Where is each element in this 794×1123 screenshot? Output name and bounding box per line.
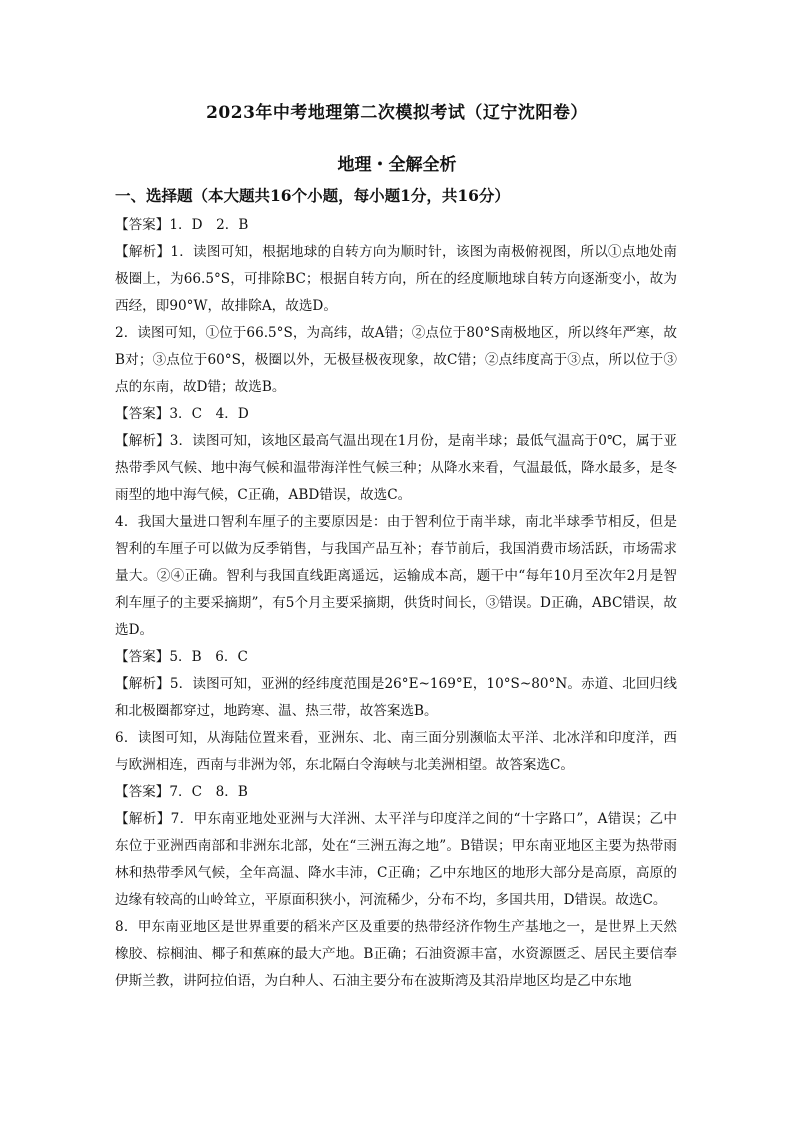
analysis-paragraph: 8．甲东南亚地区是世界重要的稻米产区及重要的热带经济作物生产基地之一，是世界上天然橡胶、棕榈油、椰子和蕉麻的最大产地。B正确；石油资源丰富，水资源匮乏、居民主要信奉伊斯兰教，讲阿拉伯语，为白种人、石油主要分布在波斯湾及其沿岸地区均是乙中东地 — [115, 919, 677, 989]
analysis-paragraph: 2．读图可知，①位于66.5°S，为高纬，故A错；②点位于80°S南极地区，所以终年严寒，故B对；③点位于60°S，极圈以外，无极昼极夜现象，故C错；②点纬度高于③点，所以位于③点的东南，故D错；故选B。 — [115, 325, 677, 395]
answer-line: 【答案】1．D 2．B — [115, 217, 249, 233]
analysis-paragraph: 【解析】5．读图可知，亚洲的经纬度范围是26°E~169°E，10°S~80°N。赤道、北回归线和北极圈都穿过，地跨寒、温、热三带，故答案选B。 — [115, 676, 677, 719]
analysis-paragraph: 4．我国大量进口智利车厘子的主要原因是：由于智利位于南半球，南北半球季节相反，但是智利的车厘子可以做为反季销售，与我国产品互补；春节前后，我国消费市场活跃，市场需求量大。②④正确。智利与我国直线距离遥远，运输成本高，题干中“每年10月至次年2月是智利车厘子的主要采摘期”，有5个月主要采摘期，供货时间长，③错误。D正确，ABC错误，故选D。 — [115, 514, 677, 638]
answer-line: 【答案】3．C 4．D — [115, 406, 249, 422]
document-title: 2023年中考地理第二次模拟考试（辽宁沈阳卷） — [206, 103, 588, 123]
answer-line: 【答案】5．B 6．C — [115, 649, 248, 665]
section-heading: 一、选择题（本大题共16个小题，每小题1分，共16分） — [115, 186, 510, 205]
analysis-paragraph: 【解析】1．读图可知，根据地球的自转方向为顺时针，该图为南极俯视图，所以①点地处南极圈上，为66.5°S，可排除BC；根据自转方向，所在的经度顺地球自转方向逐渐变小，故为西经，即90°W，故排除A，故选D。 — [115, 244, 677, 314]
answer-line: 【答案】7．C 8．B — [115, 784, 248, 800]
analysis-paragraph: 6．读图可知，从海陆位置来看，亚洲东、北、南三面分别濒临太平洋、北冰洋和印度洋，西与欧洲相连，西南与非洲为邻，东北隔白令海峡与北美洲相望。故答案选C。 — [115, 730, 677, 773]
document-subtitle: 地理・全解全析 — [337, 155, 457, 175]
analysis-paragraph: 【解析】7．甲东南亚地处亚洲与大洋洲、太平洋与印度洋之间的“十字路口”，A错误；乙中东位于亚洲西南部和非洲东北部，处在“三洲五海之地”。B错误；甲东南亚地区主要为热带雨林和热带季风气候，全年高温、降水丰沛，C正确；乙中东地区的地形大部分是高原，高原的边缘有较高的山岭耸立，平原面积狭小，河流稀少，分布不均，多国共用，D错误。故选C。 — [115, 811, 677, 908]
analysis-paragraph: 【解析】3．读图可知，该地区最高气温出现在1月份，是南半球；最低气温高于0℃，属于亚热带季风气候、地中海气候和温带海洋性气候三种；从降水来看，气温最低，降水最多，是冬雨型的地中海气候，C正确，ABD错误，故选C。 — [115, 433, 677, 503]
document-body — [115, 212, 677, 995]
